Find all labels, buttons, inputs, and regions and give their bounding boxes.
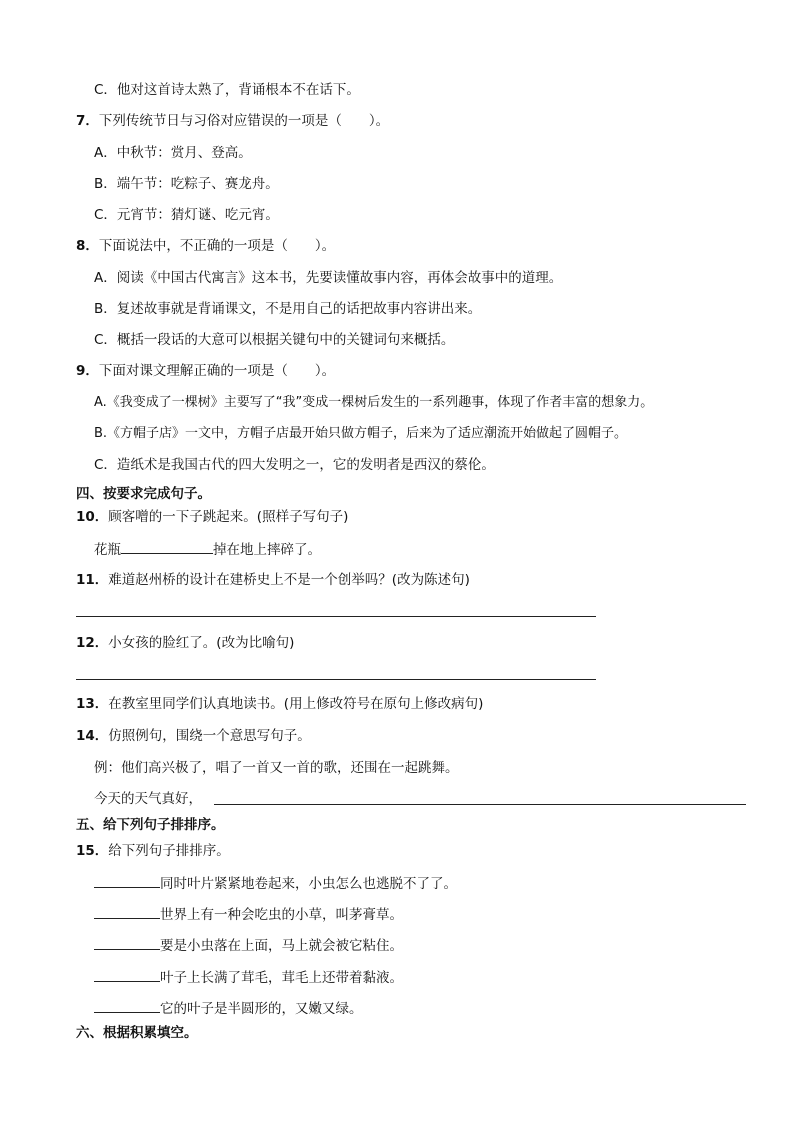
question-15 — [76, 842, 230, 860]
question-number: 11． — [76, 572, 109, 588]
q10-blank[interactable] — [121, 539, 213, 554]
section-6-heading: 六、根据积累填空。 — [76, 1025, 198, 1041]
order-blank[interactable] — [94, 873, 160, 888]
question-number: 15． — [76, 843, 109, 859]
question-number: 13． — [76, 696, 109, 712]
q14-answer-line[interactable] — [214, 804, 746, 805]
question-number: 14． — [76, 728, 109, 744]
question-stem: 小女孩的脸红了。(改为比喻句) — [108, 635, 295, 651]
q15-item-text: 同时叶片紧紧地卷起来，小虫怎么也逃脱不了了。 — [160, 876, 457, 892]
question-number: 12． — [76, 635, 109, 651]
q15-item — [94, 967, 403, 987]
question-7 — [76, 112, 389, 130]
question-number: 10． — [76, 509, 109, 525]
question-stem: 仿照例句，围绕一个意思写句子。 — [108, 728, 311, 744]
question-stem: 难道赵州桥的设计在建桥史上不是一个创举吗？(改为陈述句) — [108, 572, 470, 588]
q14-prompt: 今天的天气真好， — [94, 791, 202, 807]
q15-item-text: 它的叶子是半圆形的，又嫩又绿。 — [160, 1001, 363, 1017]
question-13 — [76, 695, 483, 713]
q10-answer-line — [94, 539, 321, 559]
question-12 — [76, 634, 294, 652]
q11-answer-line[interactable] — [76, 616, 596, 617]
order-blank[interactable] — [94, 935, 160, 950]
question-stem: 下面说法中，不正确的一项是（ ）。 — [98, 238, 336, 254]
q15-item — [94, 935, 403, 955]
q8-option-c: C．概括一段话的大意可以根据关键句中的关键词句来概括。 — [94, 332, 455, 348]
order-blank[interactable] — [94, 998, 160, 1013]
q10-suffix: 掉在地上摔碎了。 — [213, 542, 321, 558]
question-stem: 给下列句子排排序。 — [108, 843, 230, 859]
question-stem: 在教室里同学们认真地读书。(用上修改符号在原句上修改病句) — [108, 696, 484, 712]
q15-item-text: 要是小虫落在上面，马上就会被它粘住。 — [160, 938, 403, 954]
question-stem: 顾客噌的一下子跳起来。(照样子写句子) — [108, 509, 349, 525]
q6-option-c: C．他对这首诗太熟了，背诵根本不在话下。 — [94, 82, 360, 98]
q7-option-c: C．元宵节：猜灯谜、吃元宵。 — [94, 207, 279, 223]
section-5-heading: 五、给下列句子排排序。 — [76, 817, 225, 833]
question-number: 7． — [76, 113, 99, 129]
order-blank[interactable] — [94, 967, 160, 982]
question-8 — [76, 237, 335, 255]
q7-option-b: B．端午节：吃粽子、赛龙舟。 — [94, 176, 279, 192]
question-10 — [76, 508, 348, 526]
q8-option-b: B．复述故事就是背诵课文，不是用自己的话把故事内容讲出来。 — [94, 301, 482, 317]
order-blank[interactable] — [94, 904, 160, 919]
q15-item — [94, 904, 403, 924]
question-14 — [76, 727, 311, 745]
question-11 — [76, 571, 470, 589]
q14-example: 例：他们高兴极了，唱了一首又一首的歌，还围在一起跳舞。 — [94, 760, 459, 776]
question-number: 9． — [76, 363, 99, 379]
q7-option-a: A．中秋节：赏月、登高。 — [94, 145, 252, 161]
q9-option-a: A.《我变成了一棵树》主要写了“我”变成一棵树后发生的一系列趣事，体现了作者丰富的想象力。 — [94, 395, 654, 410]
q15-item-text: 叶子上长满了茸毛，茸毛上还带着黏液。 — [160, 970, 403, 986]
q9-option-c: C．造纸术是我国古代的四大发明之一，它的发明者是西汉的蔡伦。 — [94, 457, 495, 473]
q8-option-a: A．阅读《中国古代寓言》这本书，先要读懂故事内容，再体会故事中的道理。 — [94, 270, 563, 286]
question-stem: 下面对课文理解正确的一项是（ ）。 — [98, 363, 336, 379]
question-stem: 下列传统节日与习俗对应错误的一项是（ ）。 — [98, 113, 390, 129]
q9-option-b: B.《方帽子店》一文中，方帽子店最开始只做方帽子，后来为了适应潮流开始做起了圆帽子。 — [94, 426, 628, 441]
q15-item — [94, 998, 363, 1018]
question-9 — [76, 362, 335, 380]
q12-answer-line[interactable] — [76, 679, 596, 680]
section-4-heading: 四、按要求完成句子。 — [76, 486, 211, 502]
q15-item — [94, 873, 457, 893]
q10-prefix: 花瓶 — [94, 542, 121, 558]
question-number: 8． — [76, 238, 99, 254]
q15-item-text: 世界上有一种会吃虫的小草，叫茅膏草。 — [160, 907, 403, 923]
